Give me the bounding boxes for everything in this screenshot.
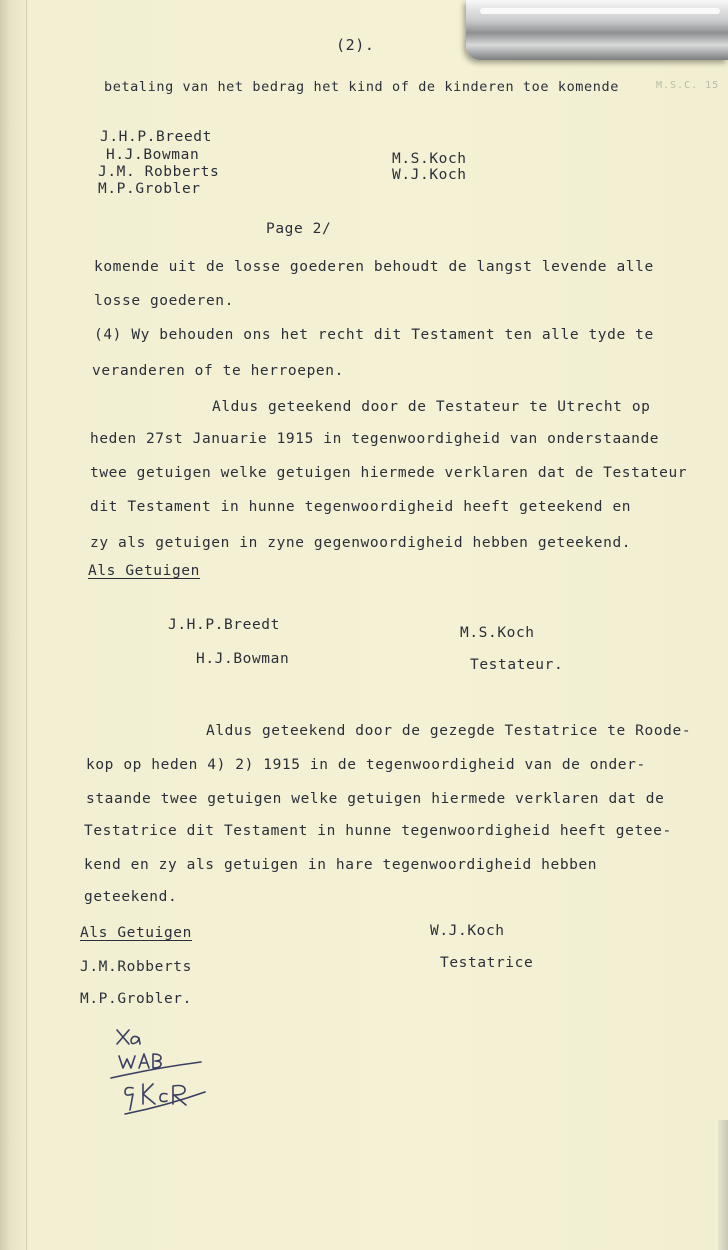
signature-top-left-2: H.J.Bowman	[106, 147, 200, 163]
handwritten-signature-mark	[105, 1022, 225, 1126]
testatrice-label: Testatrice	[440, 955, 534, 971]
testator-paragraph-line-4: dit Testament in hunne tegenwoordigheid heeft geteekend en	[90, 499, 632, 515]
witness-heading-2: Als Getuigen	[80, 925, 192, 941]
testatrice-paragraph-line-3: staande twee getuigen welke getuigen hiermede verklaren dat de	[86, 791, 665, 807]
testator-paragraph-line-2: heden 27st Januarie 1915 in tegenwoordigheid van onderstaande	[90, 431, 660, 447]
page-reference: Page 2/	[266, 221, 332, 237]
testator-paragraph-line-1: Aldus geteekend door de Testateur te Utrecht op	[212, 399, 651, 415]
testatrice-paragraph-line-5: kend en zy als getuigen in hare tegenwoordigheid hebben	[84, 857, 598, 873]
witness-2-name-1: J.M.Robberts	[80, 959, 192, 975]
page-edge-shadow	[718, 1120, 728, 1250]
faint-stamp: M.S.C. 15	[656, 80, 720, 91]
body-line-4: veranderen of te herroepen.	[92, 363, 344, 379]
testatrice-name: W.J.Koch	[430, 923, 505, 939]
witness-heading-1: Als Getuigen	[88, 563, 200, 579]
signature-top-right-2: W.J.Koch	[392, 167, 467, 183]
testator-paragraph-line-5: zy als getuigen in zyne gegenwoordigheid hebben geteekend.	[90, 535, 632, 551]
signature-top-right-1: M.S.Koch	[392, 151, 467, 167]
paper-clip-highlight	[480, 8, 720, 14]
testator-name: M.S.Koch	[460, 625, 535, 641]
body-line-3: (4) Wy behouden ons het recht dit Testament ten alle tyde te	[94, 327, 654, 343]
testatrice-paragraph-line-4: Testatrice dit Testament in hunne tegenwoordigheid heeft getee-	[84, 823, 672, 839]
testatrice-paragraph-line-6: geteekend.	[84, 889, 178, 905]
testator-label: Testateur.	[470, 657, 564, 673]
witness-1-name-2: H.J.Bowman	[196, 651, 290, 667]
body-line-1: komende uit de losse goederen behoudt de langst levende alle	[94, 259, 654, 275]
carry-over-line: betaling van het bedrag het kind of de kinderen toe komende	[104, 79, 619, 95]
testatrice-paragraph-line-1: Aldus geteekend door de gezegde Testatrice te Roode-	[206, 723, 692, 739]
body-line-2: losse goederen.	[94, 293, 234, 309]
page-number: (2).	[336, 36, 375, 54]
witness-1-name-1: J.H.P.Breedt	[168, 617, 280, 633]
witness-2-name-2: M.P.Grobler.	[80, 991, 192, 1007]
signature-top-left-4: M.P.Grobler	[98, 181, 201, 197]
testatrice-paragraph-line-2: kop op heden 4) 2) 1915 in de tegenwoordigheid van de onder-	[86, 757, 646, 773]
signature-top-left-3: J.M. Robberts	[98, 164, 220, 180]
signature-top-left-1: J.H.P.Breedt	[100, 129, 212, 145]
page-fold-edge	[0, 0, 27, 1250]
testator-paragraph-line-3: twee getuigen welke getuigen hiermede verklaren dat de Testateur	[90, 465, 688, 481]
